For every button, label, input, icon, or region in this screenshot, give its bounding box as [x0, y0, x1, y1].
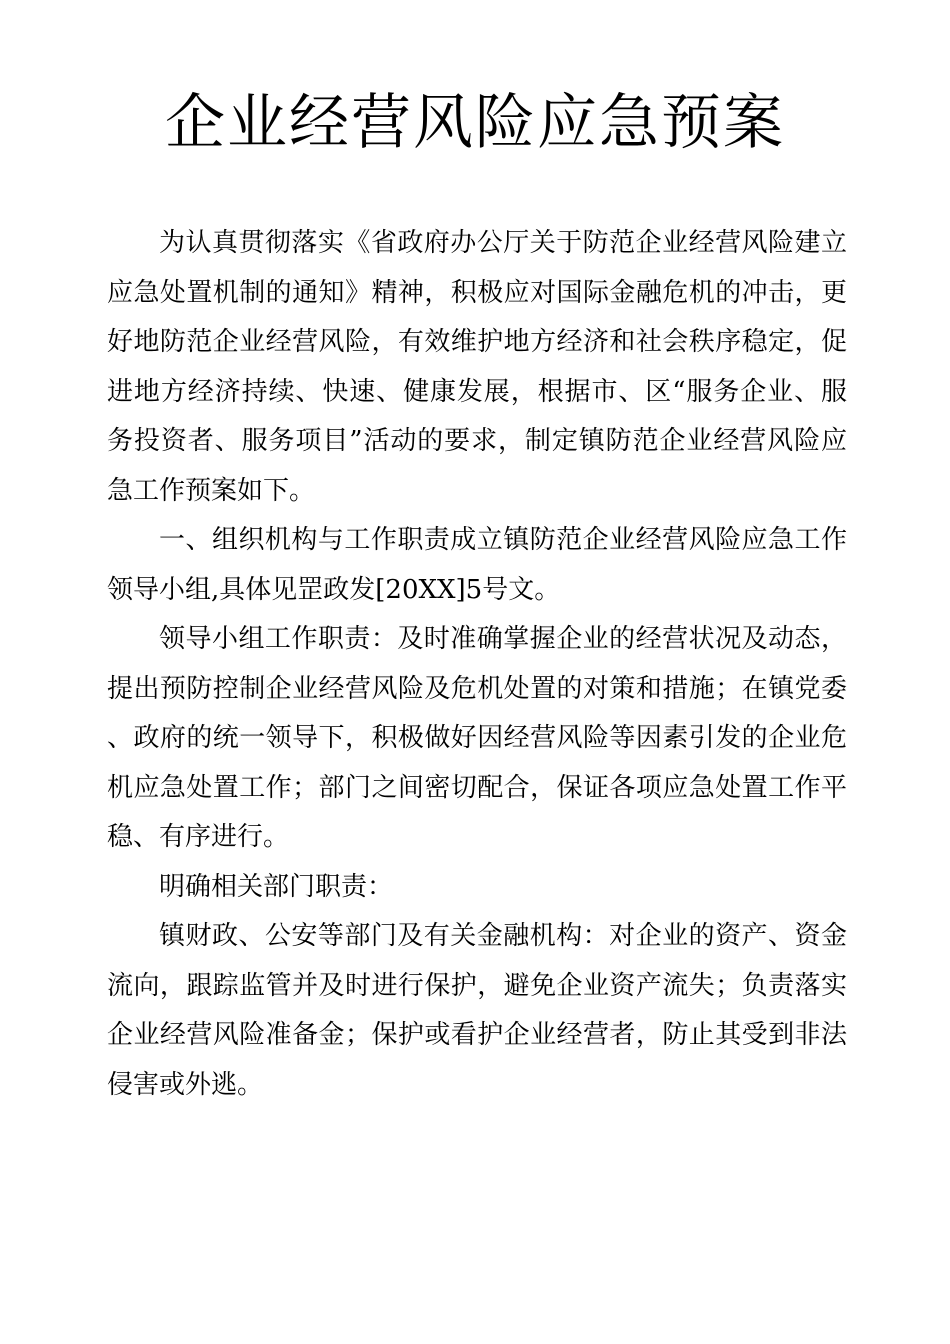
document-title: 企业经营风险应急预案: [165, 88, 785, 158]
paragraph-finance-police-duties: 镇财政、公安等部门及有关金融机构：对企业的资产、资金流向，跟踪监管并及时进行保护，避免企业资产流失；负责落实企业经营风险准备金；保护或看护企业经营者，防止其受到非法侵害或外逃。: [107, 921, 847, 1100]
paragraph-leadership-duties: 领导小组工作职责：及时准确掌握企业的经营状况及动态，提出预防控制企业经营风险及危机处置的对策和措施；在镇党委、政府的统一领导下，积极做好因经营风险等因素引发的企业危机应急处置工作；部门之间密切配合，保证各项应急处置工作平稳、有序进行。: [107, 624, 847, 852]
paragraph-intro: 为认真贯彻落实《省政府办公厅关于防范企业经营风险建立应急处置机制的通知》精神，积极应对国际金融危机的冲击，更好地防范企业经营风险，有效维护地方经济和社会秩序稳定，促进地方经济持续、快速、健康发展，根据市、区“服务企业、服务投资者、服务项目”活动的要求，制定镇防范企业经营风险应急工作预案如下。: [107, 228, 847, 506]
paragraph-organization: 一、组织机构与工作职责成立镇防范企业经营风险应急工作领导小组,具体见罡政发[20XX]5号文。: [107, 525, 847, 605]
paragraph-department-duties-heading: 明确相关部门职责：: [159, 871, 394, 902]
document-body: [107, 219, 847, 1110]
